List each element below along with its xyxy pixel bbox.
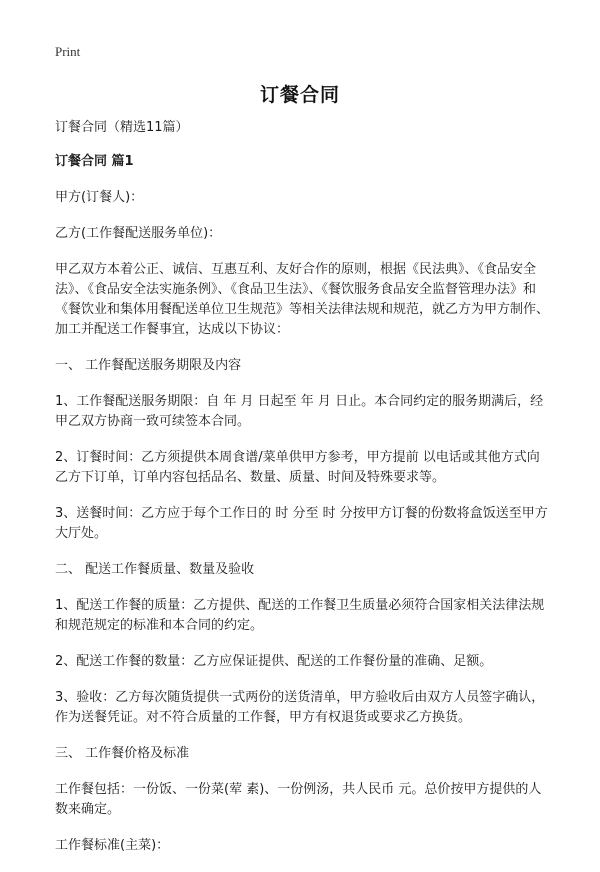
clause-3-item-1: 工作餐包括：一份饭、一份菜(荤 素)、一份例汤，共人民币 元。总价按甲方提供的人数来确定。 [55, 782, 542, 817]
document-title: 订餐合同 [259, 84, 340, 106]
document-subtitle: 订餐合同（精选11篇） [55, 120, 189, 135]
clause-2-item-1: 1、配送工作餐的质量：乙方提供、配送的工作餐卫生质量必须符合国家相关法律法规和规范规定的标准和本合同的约定。 [55, 598, 545, 633]
clause-1-item-2: 2、订餐时间：乙方须提供本周食谱/菜单供甲方参考，甲方提前 以电话或其他方式向乙方下订单，订单内容包括品名、数量、质量、时间及特殊要求等。 [55, 450, 540, 485]
clause-3-item-2: 工作餐标准(主菜)： [55, 838, 170, 853]
section-heading: 订餐合同 篇1 [55, 154, 134, 169]
party-b-line: 乙方(工作餐配送服务单位)： [55, 226, 222, 241]
clause-2-item-3: 3、验收：乙方每次随货提供一式两份的送货清单，甲方验收后由双方人员签字确认，作为送餐凭证。对不符合质量的工作餐，甲方有权退货或要求乙方换货。 [55, 690, 545, 725]
clause-1-item-3: 3、送餐时间：乙方应于每个工作日的 时 分至 时 分按甲方订餐的份数将盒饭送至甲方大厅处。 [55, 506, 548, 541]
clause-3-title: 三、 工作餐价格及标准 [55, 746, 190, 761]
clause-2-item-2: 2、配送工作餐的数量：乙方应保证提供、配送的工作餐份量的准确、足额。 [55, 654, 493, 669]
document-body [55, 118, 551, 872]
intro-paragraph: 甲乙双方本着公正、诚信、互惠互利、友好合作的原则，根据《民法典》、《食品安全法》、《食品安全法实施条例》、《食品卫生法》、《餐饮服务食品安全监督管理办法》和《餐饮业和集体用餐配送单位卫生规范》等相关法律法规和规范，就乙方为甲方制作、加工并配送工作餐事宜，达成以下协议： [55, 262, 550, 337]
clause-1-item-1: 1、工作餐配送服务期限：自 年 月 日起至 年 月 日止。本合同约定的服务期满后，经甲乙双方协商一致可续签本合同。 [55, 394, 544, 429]
print-link[interactable]: Print [55, 44, 81, 59]
clause-2-title: 二、 配送工作餐质量、数量及验收 [55, 562, 255, 577]
clause-1-title: 一、 工作餐配送服务期限及内容 [55, 358, 242, 373]
party-a-line: 甲方(订餐人)： [55, 190, 144, 205]
